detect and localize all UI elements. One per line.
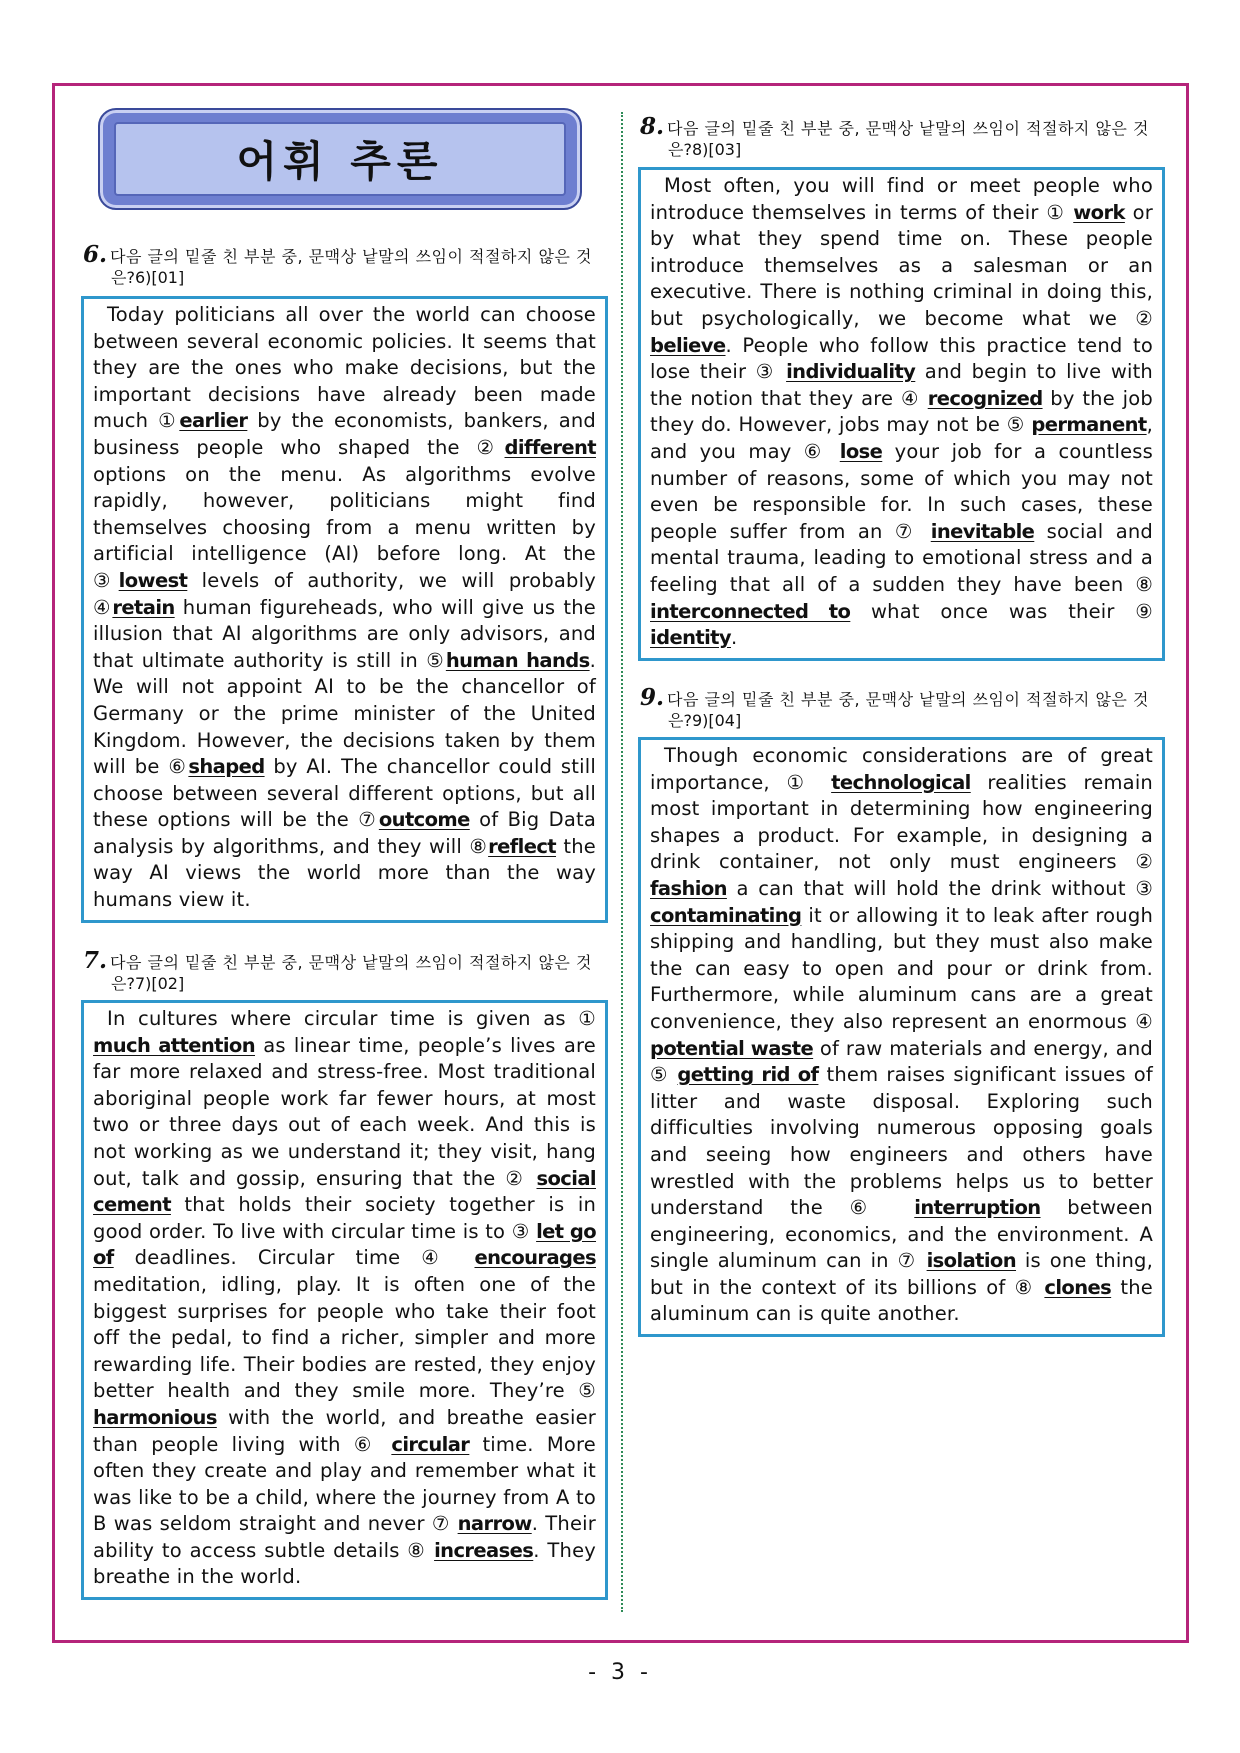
- passage-segment: ⑥: [168, 755, 189, 779]
- passage-segment: is one thing, but in the context of its billions of ⑧: [650, 1249, 1153, 1299]
- question-number: 7.: [83, 947, 108, 974]
- underlined-word: recognized: [927, 386, 1043, 410]
- question-6-header: [83, 241, 605, 288]
- passage-segment: Today politicians all over the world can choose between several economic policies. It seems that they are the ones who make decisions, but the important decisions have already been made much: [93, 303, 596, 433]
- column-divider: [621, 112, 623, 1612]
- passage-text: [93, 1006, 596, 1591]
- underlined-word: getting rid of: [677, 1063, 819, 1087]
- question-9-passage: [638, 737, 1165, 1337]
- question-8-header: [640, 113, 1162, 160]
- passage-segment: them raises significant issues of litter and waste disposal. Exploring such difficulties involving numerous opposing goals and seeing how engineers and others have wrestled with the problems helps us to better understand the ⑥: [650, 1063, 1153, 1220]
- underlined-word: fashion: [650, 876, 727, 900]
- passage-segment: and begin to live with the notion that they are ④: [650, 360, 1153, 410]
- question-code: 은?8)[03]: [668, 140, 742, 159]
- passage-text: [650, 743, 1153, 1328]
- passage-segment: ⑦: [358, 808, 379, 832]
- passage-segment: between engineering, economics, and the environment. A single aluminum can in ⑦: [650, 1196, 1153, 1273]
- underlined-word: clones: [1044, 1275, 1112, 1299]
- underlined-word: lowest: [118, 568, 188, 592]
- underlined-word: permanent: [1031, 413, 1147, 437]
- passage-segment: by AI. The chancellor could still choose between several different options, but all these options will be the: [93, 755, 596, 832]
- underlined-word: human hands: [445, 648, 590, 672]
- passage-segment: ④: [93, 595, 113, 619]
- passage-segment: social and mental trauma, leading to emotional stress and a feeling that all of a sudden they have been ⑧: [650, 519, 1153, 596]
- passage-segment: of raw materials and energy, and ⑤: [650, 1036, 1153, 1087]
- passage-segment: ⑧: [469, 834, 489, 858]
- question-6-passage: [81, 296, 608, 923]
- underlined-word: much attention: [93, 1033, 256, 1057]
- underlined-word: narrow: [457, 1512, 532, 1536]
- section-title-inner: [114, 122, 566, 196]
- passage-segment: a can that will hold the drink without ③: [726, 876, 1153, 900]
- passage-text: [93, 302, 596, 914]
- passage-segment: by the job they do. However, jobs may not be ⑤: [650, 386, 1153, 437]
- passage-segment: options on the menu. As algorithms evolve rapidly, however, politicians might find themselves choosing from a menu written by artificial intelligence (AI) before long. At the: [93, 462, 596, 566]
- passage-segment: Though economic considerations are of great importance, ①: [650, 744, 1153, 794]
- passage-segment: . We will not appoint AI to be the chancellor of Germany or the prime minister of the United Kingdom. However, the decisions taken by them will be: [93, 648, 596, 779]
- passage-segment: what once was their ⑨: [850, 599, 1153, 623]
- underlined-word: believe: [650, 333, 726, 357]
- passage-segment: ⑤: [426, 648, 446, 672]
- underlined-word: encourages: [474, 1246, 596, 1270]
- underlined-word: harmonious: [93, 1405, 217, 1429]
- question-number: 9.: [640, 684, 665, 711]
- passage-segment: time. More often they create and play and remember what it was like to be a child, where the journey from A to B was seldom straight and never ⑦: [93, 1432, 596, 1536]
- passage-segment: it or allowing it to leak after rough shipping and handling, but they must also make the can easy to open and pour or drink from. Furthermore, while aluminum cans are a great convenience, they also represent an enormous ④: [650, 903, 1153, 1033]
- underlined-word: reflect: [488, 834, 557, 858]
- page-number: - 3 -: [588, 1660, 652, 1685]
- passage-segment: Most often, you will find or meet people who introduce themselves in terms of their ①: [650, 174, 1153, 224]
- passage-segment: In cultures where circular time is given as ①: [107, 1007, 596, 1030]
- underlined-word: different: [504, 435, 596, 459]
- passage-segment: as linear time, people’s lives are far more relaxed and stress-free. Most traditional aboriginal people work far fewer hours, at most two or three days out of each week. And this is not working as we understand it; they visit, hang out, talk and gossip, ensuring that the ②: [93, 1033, 596, 1190]
- passage-segment: or by what they spend time on. These people introduce themselves as a salesman or an executive. There is nothing criminal in doing this, but psychologically, we become what we ②: [650, 200, 1154, 330]
- passage-segment: levels of authority, we will probably: [187, 568, 596, 592]
- passage-segment: . Their ability to access subtle details ⑧: [93, 1512, 597, 1562]
- question-number: 6.: [83, 241, 108, 268]
- underlined-word: identity: [650, 626, 731, 650]
- underlined-word: individuality: [786, 360, 916, 384]
- passage-segment: . People who follow this practice tend to lose their ③: [650, 333, 1153, 384]
- passage-segment: realities remain most important in determining how engineering shapes a product. For example, in designing a drink container, not only must engineers ②: [650, 770, 1153, 874]
- underlined-word: lose: [839, 439, 883, 463]
- passage-segment: by the economists, bankers, and business people who shaped the: [93, 409, 597, 459]
- passage-segment: your job for a countless number of reasons, some of which you may not even be responsible for. In such cases, these people suffer from an ⑦: [650, 439, 1154, 543]
- question-number: 8.: [640, 113, 665, 140]
- question-9-header: [640, 684, 1162, 731]
- underlined-word: isolation: [926, 1249, 1017, 1273]
- underlined-word: interconnected to: [650, 599, 851, 623]
- underlined-word: increases: [434, 1538, 534, 1562]
- underlined-word: interruption: [914, 1196, 1041, 1220]
- underlined-word: circular: [391, 1432, 470, 1456]
- question-8-passage: [638, 167, 1165, 661]
- passage-segment: .: [731, 626, 738, 650]
- passage-segment: that holds their society together is in good order. To live with circular time is to ③: [93, 1193, 596, 1243]
- question-7-passage: [81, 1000, 608, 1600]
- underlined-word: shaped: [188, 755, 265, 779]
- question-prompt: 다음 글의 밑줄 친 부분 중, 문맥상 낱말의 쓰임이 적절하지 않은 것: [667, 690, 1149, 709]
- underlined-word: retain: [112, 595, 175, 619]
- question-code: 은?9)[04]: [668, 711, 742, 730]
- passage-segment: . They breathe in the world.: [93, 1538, 597, 1589]
- section-title: 어휘 추론: [236, 137, 444, 186]
- underlined-word: let go of: [93, 1219, 597, 1270]
- underlined-word: technological: [831, 770, 971, 794]
- passage-segment: meditation, idling, play. It is often one of the biggest surprises for people who take their foot off the pedal, to find a richer, simpler and more rewarding life. Their bodies are rested, they enjoy better health and they smile more. They’re ⑤: [93, 1272, 596, 1403]
- passage-segment: of Big Data analysis by algorithms, and they will: [93, 808, 596, 858]
- underlined-word: inevitable: [930, 519, 1035, 543]
- passage-segment: ①: [158, 409, 180, 433]
- passage-segment: ②: [476, 435, 505, 459]
- question-prompt: 다음 글의 밑줄 친 부분 중, 문맥상 낱말의 쓰임이 적절하지 않은 것: [667, 119, 1149, 138]
- question-code: 은?6)[01]: [111, 268, 185, 287]
- question-prompt: 다음 글의 밑줄 친 부분 중, 문맥상 낱말의 쓰임이 적절하지 않은 것: [110, 247, 592, 266]
- underlined-word: earlier: [179, 409, 248, 433]
- underlined-word: potential waste: [650, 1036, 814, 1060]
- passage-segment: , and you may ⑥: [650, 413, 1153, 463]
- section-title-banner: [98, 108, 582, 210]
- passage-text: [650, 173, 1153, 652]
- passage-segment: the aluminum can is quite another.: [650, 1275, 1153, 1326]
- passage-segment: with the world, and breathe easier than people living with ⑥: [93, 1405, 596, 1456]
- question-prompt: 다음 글의 밑줄 친 부분 중, 문맥상 낱말의 쓰임이 적절하지 않은 것: [110, 953, 592, 972]
- underlined-word: social cement: [93, 1166, 596, 1217]
- passage-segment: ③: [93, 568, 119, 592]
- underlined-word: contaminating: [650, 903, 802, 927]
- underlined-word: outcome: [378, 808, 470, 832]
- underlined-word: work: [1073, 200, 1125, 224]
- question-code: 은?7)[02]: [111, 974, 185, 993]
- passage-segment: the way AI views the world more than the way humans view it.: [93, 834, 596, 912]
- passage-segment: deadlines. Circular time ④: [113, 1246, 475, 1270]
- question-7-header: [83, 947, 605, 994]
- passage-segment: human figureheads, who will give us the illusion that AI algorithms are only advisors, and that ultimate authority is still in: [93, 595, 596, 672]
